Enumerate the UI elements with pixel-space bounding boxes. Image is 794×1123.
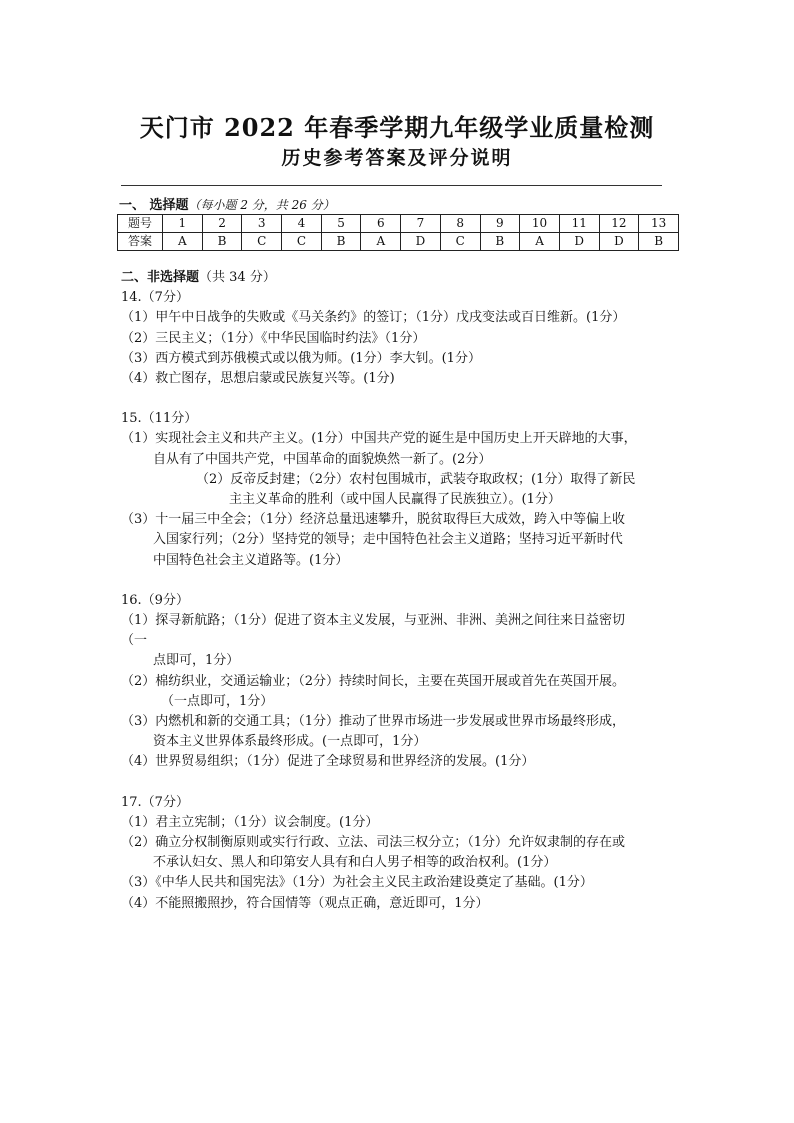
answer-table [117,214,679,251]
page-subtitle: 历史参考答案及评分说明 [281,147,513,169]
question-number: 13 [639,215,679,233]
q14-head: 14.（7分） [121,290,189,306]
q15-line: 主主义革命的胜利（或中国人民赢得了民族独立）。(1分） [229,492,561,508]
q15-line: （2）反帝反封建；（2分）农村包围城市，武装夺取政权；(1分）取得了新民 [196,471,636,487]
question-number: 9 [480,215,520,233]
answer-cell: B [202,233,242,251]
q14-line: （1）甲午中日战争的失败或《马关条约》的签订；（1分）戊戌变法或百日维新。(1分） [121,310,626,326]
spacer [121,773,681,793]
question-number: 4 [282,215,322,233]
q16-line: （2）棉纺织业，交通运输业；（2分）持续时间长，主要在英国开展或首先在英国开展。 [121,673,626,689]
q16-line: （1）探寻新航路；（1分）促进了资本主义发展，与亚洲、非洲、美洲之间往来日益密切 [121,613,626,629]
q16-head: 16.（9分） [121,592,189,608]
spacer [121,389,681,409]
q16-line: 点即可，1分） [153,653,240,669]
question-number: 2 [202,215,242,233]
q14-line: （4）救亡图存，思想启蒙或民族复兴等。(1分) [121,371,395,387]
row-label-question: 题号 [118,215,163,233]
question-number: 11 [559,215,599,233]
answer-cell: C [282,233,322,251]
q16-line: （4）世界贸易组织；（1分）促进了全球贸易和世界经济的发展。(1分） [121,754,535,770]
section1-heading [119,194,335,213]
answer-cell: D [599,233,639,251]
answer-cell: D [559,233,599,251]
answers-body [121,268,681,914]
q16-line: （一 [121,633,148,649]
q17-head: 17.（7分） [121,794,189,810]
question-number: 5 [321,215,361,233]
question-number: 3 [242,215,282,233]
q15-line: 自从有了中国共产党，中国革命的面貌焕然一新了。(2分） [153,451,492,467]
row-label-answer: 答案 [118,233,163,251]
answer-cell: C [242,233,282,251]
question-number: 8 [440,215,480,233]
q14-line: （3）西方模式到苏俄模式或以俄为师。(1分）李大钊。(1分） [121,350,481,366]
section1-title: 一、 选择题 [119,198,189,213]
q15-line: 中国特色社会主义道路等。(1分） [153,552,349,568]
q17-line: （3）《中华人民共和国宪法》（1分）为社会主义民主政治建设奠定了基础。(1分） [121,875,593,891]
answer-cell: B [480,233,520,251]
q17-line: （1）君主立宪制；（1分）议会制度。(1分） [121,814,379,830]
page-title: 天门市 2022 年春季学期九年级学业质量检测 [139,113,655,142]
answer-cell: B [639,233,679,251]
question-number: 10 [520,215,560,233]
spacer [121,571,681,591]
q15-line: 入国家行列；（2分）坚持党的领导；走中国特色社会主义道路；坚持习近平新时代 [153,532,623,548]
answer-cell: A [520,233,560,251]
q16-line: （3）内燃机和新的交通工具；（1分）推动了世界市场进一步发展或世界市场最终形成， [121,714,626,730]
section2-heading [121,268,681,288]
answer-cell: D [401,233,441,251]
section1-note: （每小题 2 分，共 26 分） [188,198,335,212]
answer-cell: A [361,233,401,251]
q15-line: （3）十一届三中全会；（1分）经济总量迅速攀升，脱贫取得巨大成效，跨入中等偏上收 [121,512,626,528]
q16-line: 资本主义世界体系最终形成。(一点即可，1分） [153,734,427,750]
section2-title: 二、非选择题 [121,270,200,285]
q17-line: （2）确立分权制衡原则或实行行政、立法、司法三权分立；（1分）允许奴隶制的存在或 [121,835,626,851]
answer-table-answer-row [118,233,679,251]
q16-line: （一点即可，1分） [161,693,274,709]
question-number: 6 [361,215,401,233]
answer-cell: C [440,233,480,251]
answer-table-number-row [118,215,679,233]
q15-head: 15.（11分） [121,411,198,427]
title-divider [121,185,662,186]
section2-note: （共 34 分） [199,270,276,285]
q15-line: （1）实现社会主义和共产主义。(1分）中国共产党的诞生是中国历史上开天辟地的大事， [121,431,637,447]
answer-cell: B [321,233,361,251]
q17-line: （4）不能照搬照抄，符合国情等（观点正确，意近即可，1分） [121,895,489,911]
q14-line: （2）三民主义；（1分）《中华民国临时约法》（1分） [121,330,426,346]
question-number: 7 [401,215,441,233]
question-number: 12 [599,215,639,233]
answer-cell: A [163,233,203,251]
question-number: 1 [163,215,203,233]
q17-line: 不承认妇女、黑人和印第安人具有和白人男子相等的政治权利。(1分） [153,855,557,871]
